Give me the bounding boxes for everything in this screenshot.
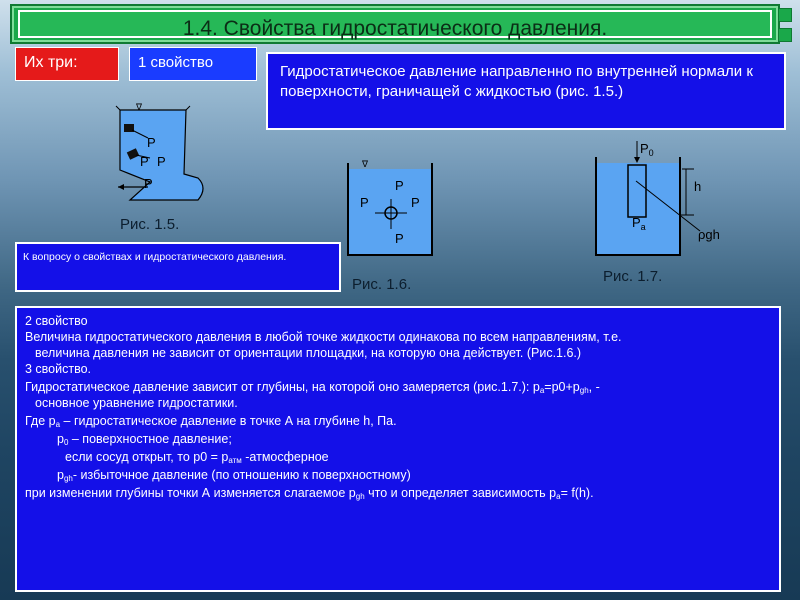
force-label: P xyxy=(157,154,166,169)
tag-three-properties xyxy=(15,47,119,81)
force-label: P xyxy=(411,195,420,210)
p0-label: $P_0$ xyxy=(640,141,654,158)
slide-title: 1.4. Свойства гидростатического давления. xyxy=(182,17,608,40)
pa-label: $P_a$ xyxy=(632,215,646,232)
corner-decoration xyxy=(778,8,792,22)
section-heading: 2 свойство xyxy=(25,314,88,328)
text-line: Величина гидростатического давления в любой точке жидкости одинакова по всем направлениям, т.е. xyxy=(25,330,622,344)
level-mark: ∇ xyxy=(362,159,369,169)
corner-decoration xyxy=(778,28,792,42)
text-line: Где $p_a$ – гидростатическое давление в точке А на глубине h, Па. xyxy=(25,414,397,429)
force-label: P xyxy=(395,178,404,193)
text-line: $p_0$ – поверхностное давление; xyxy=(57,432,232,447)
depth-label: h xyxy=(694,179,702,194)
figure-1-5 xyxy=(110,100,220,210)
text-line: величина давления не зависит от ориентации площадки, на которую она действует. (Рис.1.6.) xyxy=(35,346,582,360)
section-heading: 3 свойство. xyxy=(25,362,92,376)
tag-label: 1 свойство xyxy=(138,54,214,71)
title-frame xyxy=(18,10,772,38)
caption-fig-1-5: Рис. 1.5. xyxy=(120,216,180,233)
tag-first-property xyxy=(129,47,257,81)
rgh-label: ρgh xyxy=(698,227,720,242)
definition-text: Гидростатическое давление направленно по внутренней нормали к поверхности, граничащей с жидкостью (рис. 1.5.) xyxy=(280,63,753,100)
figure-1-6 xyxy=(342,155,442,260)
note-box xyxy=(15,242,341,292)
main-text-box xyxy=(15,306,781,592)
figure-1-7 xyxy=(590,135,740,265)
force-label: P xyxy=(140,154,149,169)
text-line: если сосуд открыт, то $р0 = р_{атм}$ -атмосферное xyxy=(65,450,329,465)
tag-label: Их три: xyxy=(24,54,78,71)
force-label: P xyxy=(147,135,156,150)
text-line: $p_{gh}-$ избыточное давление (по отношению к поверхностному) xyxy=(57,468,411,483)
title-bar xyxy=(10,4,780,44)
caption-fig-1-7: Рис. 1.7. xyxy=(603,268,663,285)
text-line: основное уравнение гидростатики. xyxy=(35,396,238,410)
force-label: P xyxy=(144,176,153,191)
caption-fig-1-6: Рис. 1.6. xyxy=(352,276,412,293)
force-label: P xyxy=(360,195,369,210)
level-mark: ∇ xyxy=(136,102,143,112)
water-fill xyxy=(348,169,432,255)
force-label: P xyxy=(395,231,404,246)
water-fill xyxy=(596,163,680,255)
text-line: Гидростатическое давление зависит от глубины, на которой оно замеряется (рис.1.7.): $p_a=p0+p_{gh}$, - xyxy=(25,380,600,395)
text-line: при изменении глубины точки А изменяется слагаемое $p_{gh}$ что и определяет зависимость $p_a= f(h)$. xyxy=(25,486,594,501)
definition-box xyxy=(266,52,786,130)
note-text: К вопросу о свойствах и гидростатического давления. xyxy=(23,251,287,263)
